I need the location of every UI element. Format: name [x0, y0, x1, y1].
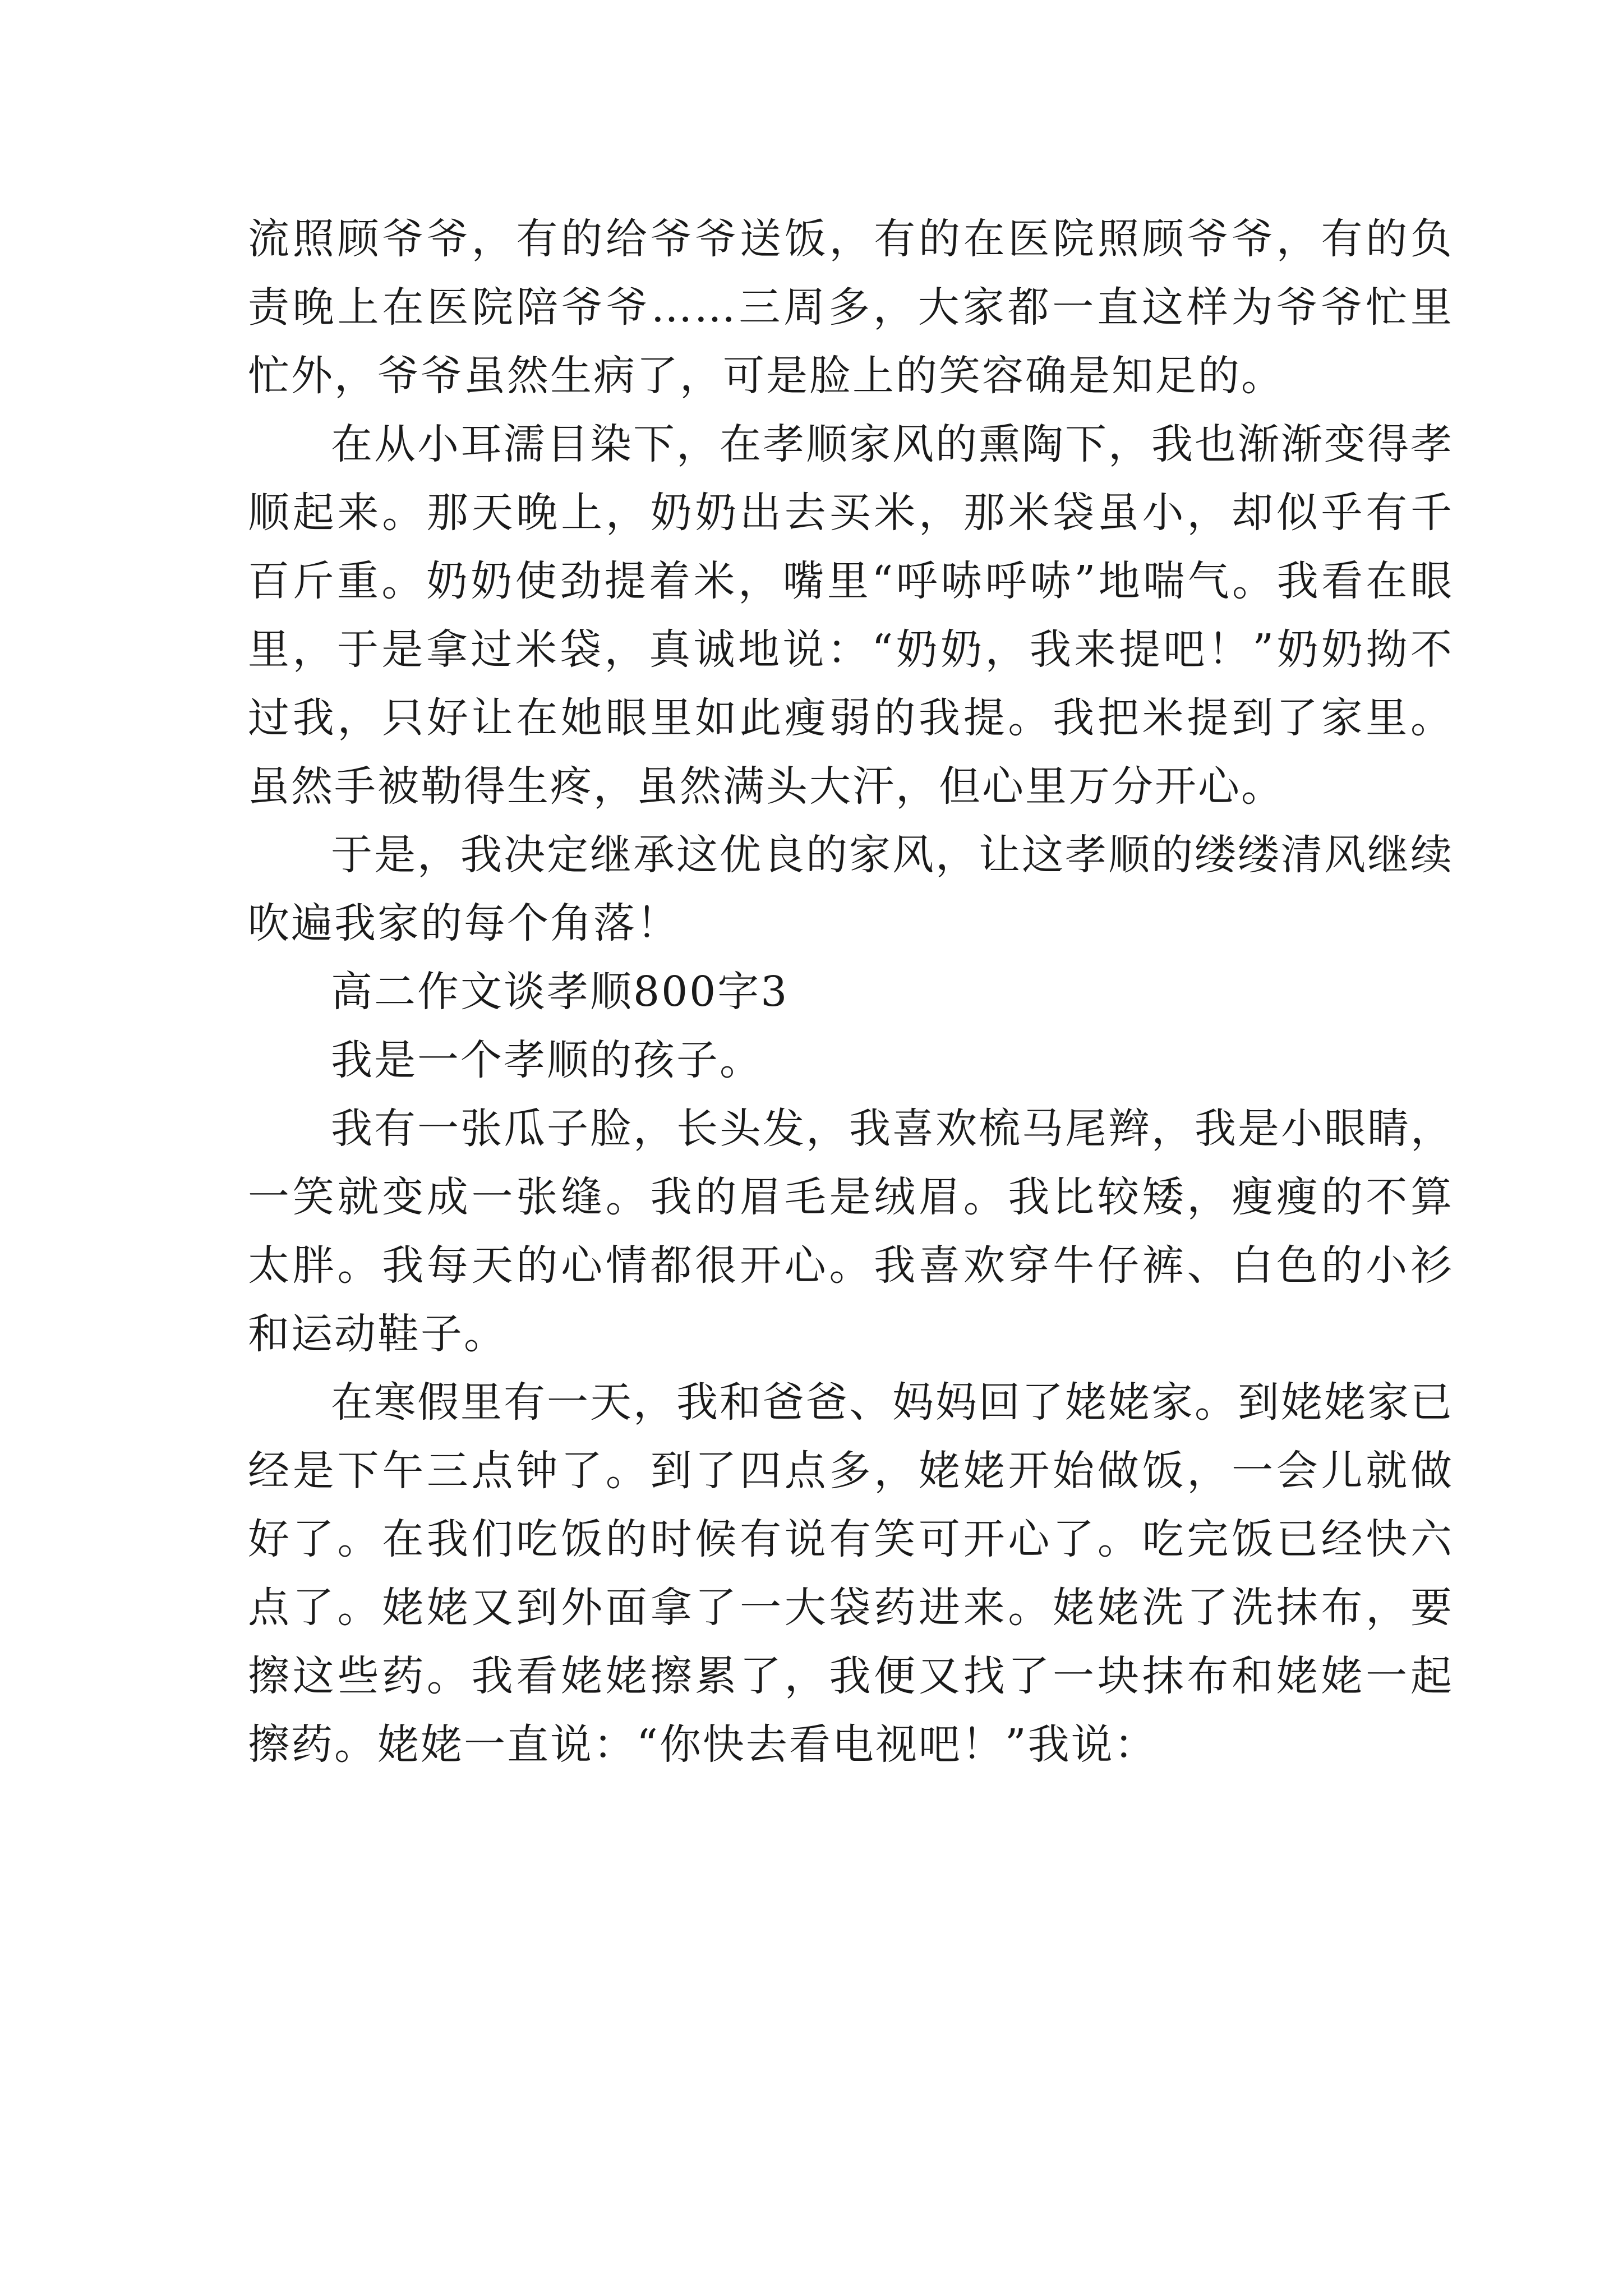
paragraph-conclusion: 于是，我决定继承这优良的家风，让这孝顺的缕缕清风继续吹遍我家的每个角落！ [248, 831, 1454, 947]
paragraph-continued: 流照顾爷爷，有的给爷爷送饭，有的在医院照顾爷爷，有的负责晚上在医院陪爷爷……三周多，大家都一直这样为爷爷忙里忙外，爷爷虽然生病了，可是脸上的笑容确是知足的。 [248, 215, 1454, 400]
paragraph-winter-break: 在寒假里有一天，我和爸爸、妈妈回了姥姥家。到姥姥家已经是下午三点钟了。到了四点多，姥姥开始做饭，一会儿就做好了。在我们吃饭的时候有说有笑可开心了。吃完饭已经快六点了。姥姥又到外面拿了一大袋药进来。姥姥洗了洗抹布，要擦这些药。我看姥姥擦累了，我便又找了一块抹布和姥姥一起擦药。姥姥一直说：“你快去看电视吧！”我说： [248, 1378, 1454, 1769]
paragraph-grandma-rice: 在从小耳濡目染下，在孝顺家风的熏陶下，我也渐渐变得孝顺起来。那天晚上，奶奶出去买米，那米袋虽小，却似乎有千百斤重。奶奶使劲提着米，嘴里“呼哧呼哧”地喘气。我看在眼里，于是拿过米袋，真诚地说：“奶奶，我来提吧！”奶奶拗不过我，只好让在她眼里如此瘦弱的我提。我把米提到了家里。虽然手被勒得生疼，虽然满头大汗，但心里万分开心。 [248, 420, 1454, 811]
document-body [248, 205, 1454, 1779]
essay-heading: 高二作文谈孝顺800字3 [331, 968, 789, 1016]
paragraph-intro: 我是一个孝顺的孩子。 [331, 1036, 763, 1084]
paragraph-appearance: 我有一张瓜子脸，长头发，我喜欢梳马尾辫，我是小眼睛，一笑就变成一张缝。我的眉毛是绒眉。我比较矮，瘦瘦的不算太胖。我每天的心情都很开心。我喜欢穿牛仔裤、白色的小衫和运动鞋子。 [248, 1105, 1454, 1358]
